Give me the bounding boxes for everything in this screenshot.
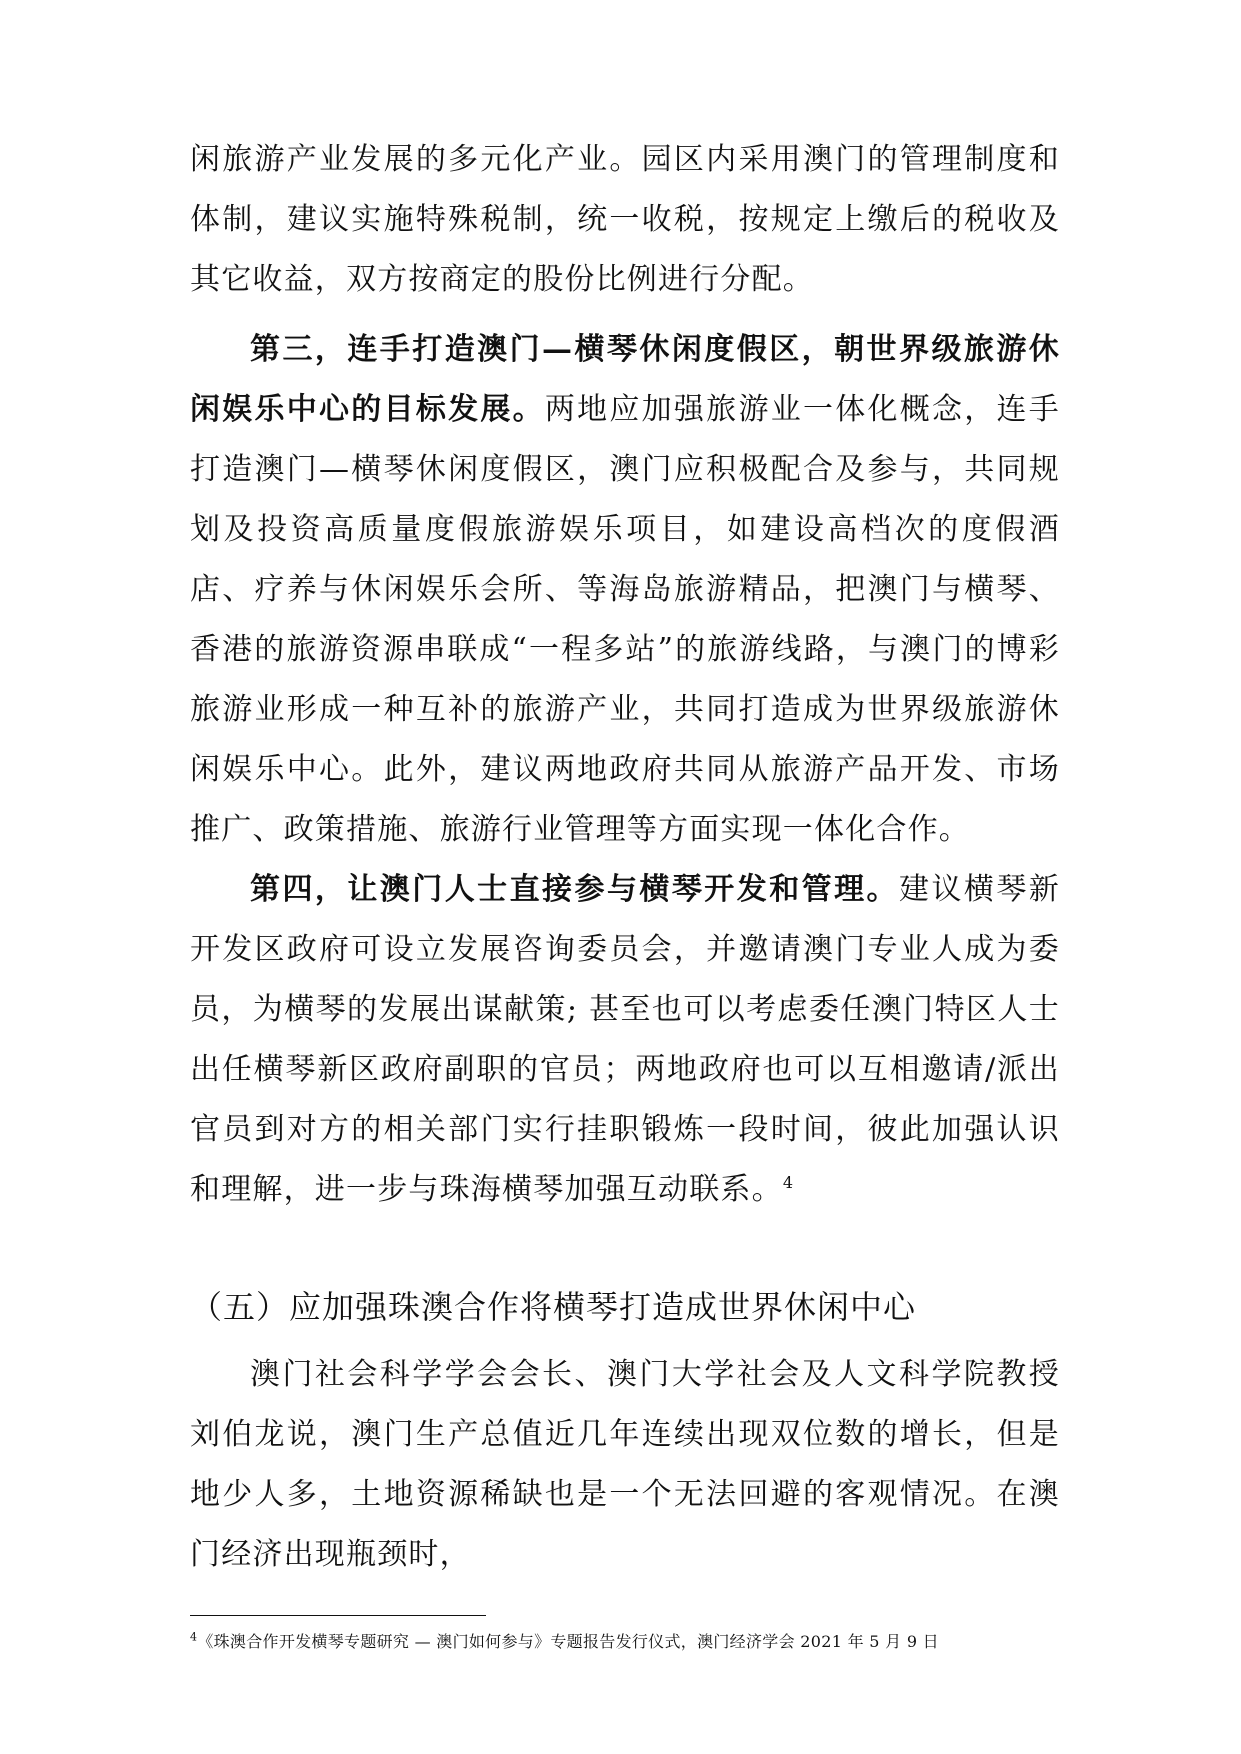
footnote-number: 4 — [190, 1630, 198, 1644]
paragraph-liu-bolong: 澳门社会科学学会会长、澳门大学社会及人文科学院教授刘伯龙说，澳门生产总值近几年连续出现双位数的增长，但是地少人多，土地资源稀缺也是一个无法回避的客观情况。在澳门经济出现瓶颈时， — [190, 1357, 1060, 1572]
footnote-reference[interactable]: 4 — [782, 1173, 795, 1192]
paragraph-continuation: 闲旅游产业发展的多元化产业。园区内采用澳门的管理制度和体制，建议实施特殊税制，统一收税，按规定上缴后的税收及其它收益，双方按商定的股份比例进行分配。 — [190, 142, 1060, 297]
body-text-lower — [190, 1345, 1060, 1585]
section-heading: （五）应加强珠澳合作将横琴打造成世界休闲中心 — [190, 1288, 917, 1326]
footnote-text: 《珠澳合作开发横琴专题研究 — 澳门如何参与》专题报告发行仪式，澳门经济学会 2021 年 5 月 9 日 — [197, 1632, 939, 1651]
third-point-body: 两地应加强旅游业一体化概念，连手打造澳门—横琴休闲度假区，澳门应积极配合及参与，共同规划及投资高质量度假旅游娱乐项目，如建设高档次的度假酒店、疗养与休闲娱乐会所、等海岛旅游精品，把澳门与横琴、香港的旅游资源串联成“一程多站”的旅游线路，与澳门的博彩旅游业形成一种互补的旅游产业，共同打造成为世界级旅游休闲娱乐中心。此外，建议两地政府共同从旅游产品开发、市场推广、政策措施、旅游行业管理等方面实现一体化合作。 — [190, 392, 1060, 847]
third-point-heading: 第三，连手打造澳门—横琴休闲度假区，朝世界级旅游休闲娱乐中心的目标发展。 — [190, 332, 1060, 427]
footnote — [190, 1630, 1070, 1654]
paragraph-third-point — [190, 320, 1060, 860]
fourth-point-heading: 第四，让澳门人士直接参与横琴开发和管理。 — [250, 872, 899, 907]
footnote-separator — [190, 1615, 486, 1616]
fourth-point-body: 建议横琴新开发区政府可设立发展咨询委员会，并邀请澳门专业人成为委员，为横琴的发展出谋献策; 甚至也可以考虑委任澳门特区人士出任横琴新区政府副职的官员；两地政府也可以互相邀请/派出官员到对方的相关部门实行挂职锻炼一段时间，彼此加强认识和理解，进一步与珠海横琴加强互动联系。 — [190, 872, 1060, 1207]
body-text-upper — [190, 130, 1060, 1220]
paragraph-fourth-point — [190, 860, 1060, 1220]
